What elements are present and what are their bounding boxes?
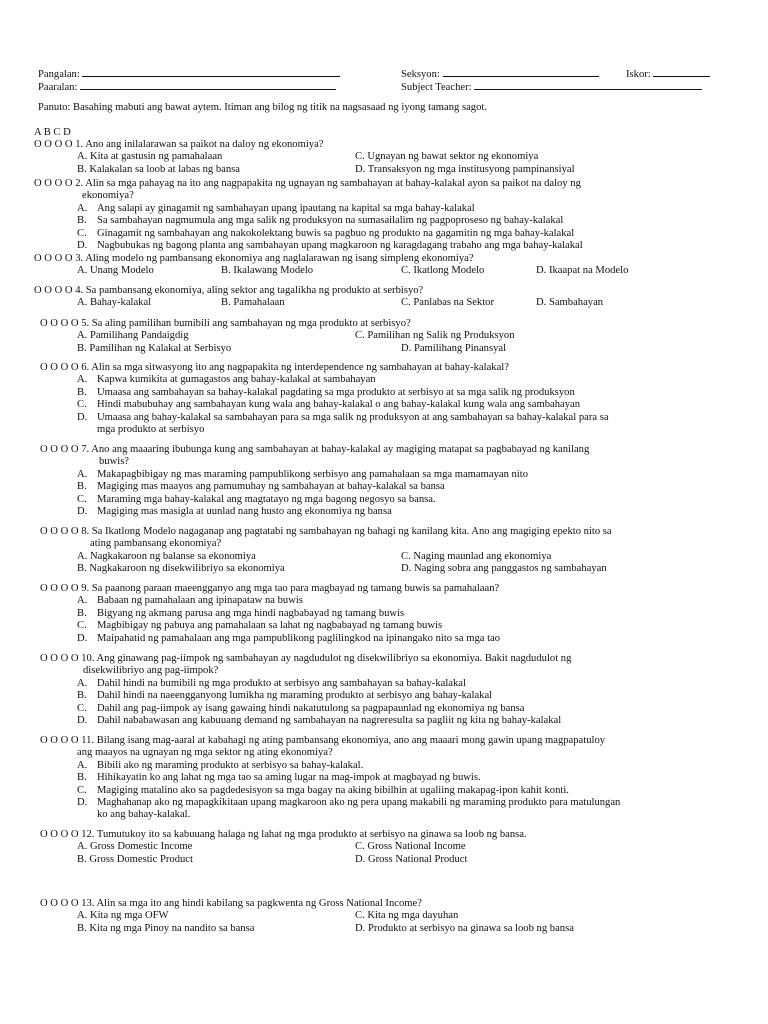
option-c[interactable] [40, 785, 740, 797]
option-letter: C. [77, 702, 87, 714]
question-5 [40, 318, 740, 355]
question-stem: O O O O 12. Tumutukoy ito sa kabuuang halaga ng lahat ng mga produkto at serbisyo na ginawa sa loob ng bansa. [40, 829, 527, 840]
option-text: Makapagbibigay ng mas maraming pampublikong serbisyo ang pamahalaan sa mga mamamayan nito [97, 468, 528, 480]
option-text: Bigyang ng akmang parusa ang mga hindi nagbabayad ng tamang buwis [97, 607, 405, 619]
question-stem: O O O O 8. Sa Ikatlong Modelo nagaganap ang pagtatabi ng sambahayan ng bahagi ng kanilang kita. Ano ang magiging epekto nito sa [40, 526, 612, 537]
question-1 [34, 139, 734, 176]
option-a[interactable]: A. Kita at gastusin ng pamahalaan [77, 151, 223, 163]
option-letter: D. [77, 240, 88, 252]
option-d[interactable] [40, 797, 740, 822]
paaralan-field[interactable] [38, 78, 336, 94]
option-d[interactable] [40, 506, 740, 518]
teacher-field[interactable] [401, 78, 702, 94]
question-stem: O O O O 11. Bilang isang mag-aaral at kabahagi ng ating pambansang ekonomiya, ano ang maaari mong gawin upang magpapatuloy [40, 735, 606, 746]
question-stem: O O O O 10. Ang ginawang pag-iimpok ng sambahayan ay nagdudulot ng disekwilibriyo sa ekonomiya. Bakit nagdudulot ng [40, 653, 572, 664]
option-a[interactable] [34, 203, 734, 215]
option-text: Maipahatid ng pamahalaan ang mga pampublikong paglilingkod na ipinangako nito sa mga tao [97, 632, 501, 644]
option-row [40, 854, 740, 866]
option-b[interactable]: B. Gross Domestic Product [77, 853, 193, 865]
option-letter: C. [77, 784, 87, 796]
option-row [34, 151, 734, 163]
option-letter: D. [77, 411, 88, 423]
question-stem-continued: ating pambansang ekonomiya? [90, 538, 222, 550]
option-text: Dahil ang pag-iimpok ay isang gawaing hindi nakatutulong sa pagpapaunlad ng ekonomiya ng bansa [97, 702, 525, 714]
option-row [34, 297, 734, 309]
option-b[interactable] [34, 215, 734, 227]
option-text: Umaasa ang bahay-kalakal sa sambahayan para sa mga salik ng produksyon at ang sambahayan sa bahay-kalakal para sa [97, 411, 609, 423]
option-text: Magiging mas maayos ang pamumuhay ng sambahayan at bahay-kalakal sa bansa [97, 481, 445, 493]
option-d[interactable] [34, 240, 734, 252]
option-a[interactable] [40, 374, 740, 386]
question-stem: O O O O 13. Alin sa mga ito ang hindi kabilang sa pagkwenta ng Gross National Income? [40, 898, 422, 909]
option-a[interactable] [40, 595, 740, 607]
question-stem: O O O O 3. Aling modelo ng pambansang ekonomiya ang naglalarawan ng isang simpleng ekonomiya? [34, 253, 474, 264]
option-b[interactable] [40, 387, 740, 399]
option-letter: A. [77, 374, 88, 386]
option-text: Maghahanap ako ng mapagkikitaan upang magkaroon ako ng pera upang makabili ng maraming produkto para matulungan [97, 797, 621, 809]
option-text: Ang salapi ay ginagamit ng sambahayan upang ipautang na kapital sa mga bahay-kalakal [97, 202, 475, 214]
question-stem: O O O O 6. Alin sa mga sitwasyong ito ang nagpapakita ng interdependence ng sambahayan at bahay-kalakal? [40, 362, 509, 373]
option-letter: C. [77, 227, 87, 239]
question-3 [34, 253, 734, 278]
option-b[interactable]: B. Nagkakaroon ng disekwilibriyo sa ekonomiya [77, 563, 285, 575]
option-letter: B. [77, 481, 87, 493]
option-b[interactable] [40, 690, 740, 702]
option-row [40, 923, 740, 935]
option-d[interactable]: D. Sambahayan [536, 297, 604, 309]
question-stem: O O O O 9. Sa paanong paraan maeengganyo ang mga tao para magbayad ng tamang buwis sa pamahalaan? [40, 583, 500, 594]
option-b[interactable]: B. Kalakalan sa loob at labas ng bansa [77, 163, 240, 175]
paaralan-label: Paaralan: [38, 82, 78, 93]
option-a[interactable]: A. Unang Modelo [77, 265, 154, 277]
option-c[interactable]: C. Pamilihan ng Salik ng Produksyon [355, 330, 515, 342]
option-c[interactable]: C. Gross National Income [355, 841, 466, 853]
option-c[interactable] [40, 703, 740, 715]
option-row [34, 265, 734, 277]
option-a[interactable]: A. Bahay-kalakal [77, 297, 152, 309]
pangalan-blank[interactable] [82, 65, 340, 77]
option-d[interactable]: D. Ikaapat na Modelo [536, 265, 629, 277]
option-b[interactable]: B. Ikalawang Modelo [221, 265, 314, 277]
option-text: Magiging matalino ako sa pagdedesisyon sa mga bagay na aking bibilhin at ugaliing makapag-ipon kahit konti. [97, 784, 569, 796]
answer-letters-header: A B C D [34, 127, 71, 138]
question-stem-continued: buwis? [99, 456, 130, 468]
option-letter: C. [77, 620, 87, 632]
seksyon-blank[interactable] [443, 65, 599, 77]
option-a[interactable] [40, 678, 740, 690]
option-letter: C. [77, 493, 87, 505]
iskor-label: Iskor: [626, 69, 651, 80]
option-b[interactable] [40, 481, 740, 493]
option-b[interactable]: B. Kita ng mga Pinoy na nandito sa bansa [77, 922, 255, 934]
question-13 [40, 898, 740, 935]
option-letter: D. [77, 797, 88, 809]
option-row [40, 910, 740, 922]
option-text: Ginagamit ng sambahayan ang nakokolektang buwis sa pagbuo ng produkto na gagamitin ng mga bahay-kalakal [97, 227, 575, 239]
question-9 [40, 583, 740, 645]
option-c[interactable]: C. Kita ng mga dayuhan [355, 910, 459, 922]
option-letter: A. [77, 677, 88, 689]
option-text: Dahil nababawasan ang kabuuang demand ng sambahayan na nagreresulta sa pagliit ng kita ng bahay-kalakal [97, 715, 562, 727]
option-letter: B. [77, 690, 87, 702]
option-letter: B. [77, 772, 87, 784]
option-text: Umaasa ang sambahayan sa bahay-kalakal pagdating sa mga produkto at serbisyo at sa mga salik ng produksyon [97, 386, 575, 398]
option-row [40, 330, 740, 342]
option-text: Magiging mas masigla at uunlad nang husto ang ekonomiya ng bansa [97, 506, 392, 518]
option-c[interactable]: C. Ugnayan ng bawat sektor ng ekonomiya [355, 151, 539, 163]
option-d[interactable]: D. Produkto at serbisyo na ginawa sa loob ng bansa [355, 922, 574, 934]
option-c[interactable] [40, 494, 740, 506]
seksyon-label: Seksyon: [401, 69, 440, 80]
option-text: Kapwa kumikita at gumagastos ang bahay-kalakal at sambahayan [97, 374, 376, 386]
teacher-blank[interactable] [474, 78, 702, 90]
option-a[interactable] [40, 469, 740, 481]
question-stem: O O O O 5. Sa aling pamilihan bumibili ang sambahayan ng mga produkto at serbisyo? [40, 318, 411, 329]
option-letter: C. [77, 399, 87, 411]
option-text: Hindi mabubuhay ang sambahayan kung wala ang bahay-kalakal o ang bahay-kalakal kung wala ang sambahayan [97, 399, 581, 411]
option-letter: D. [77, 715, 88, 727]
question-6 [40, 362, 740, 436]
option-d[interactable] [40, 715, 740, 727]
option-text: Dahil hindi na bumibili ng mga produkto at serbisyo ang sambahayan sa bahay-kalakal [97, 677, 466, 689]
option-text: Sa sambahayan nagmumula ang mga salik ng produksyon na sumasailalim ng pagpoproseso ng bahay-kalakal [97, 215, 564, 227]
option-row [40, 551, 740, 563]
option-c[interactable]: C. Panlabas na Sektor [401, 297, 494, 309]
question-stem-continued: ekonomiya? [82, 190, 134, 202]
option-text: Bibili ako ng maraming produkto at serbisyo sa bahay-kalakal. [97, 759, 364, 771]
option-row [40, 841, 740, 853]
option-text: Maraming mga bahay-kalakal ang magtatayo ng mga bagong negosyo sa bansa. [97, 493, 436, 505]
teacher-label: Subject Teacher: [401, 82, 472, 93]
option-text: Hihikayatin ko ang lahat ng mga tao sa aming lugar na mag-impok at magbayad ng buwis. [97, 772, 481, 784]
question-4 [34, 285, 734, 310]
option-row [34, 164, 734, 176]
option-row [40, 563, 740, 575]
option-letter: A. [77, 202, 88, 214]
option-a[interactable]: A. Pamilihang Pandaigdig [77, 330, 189, 342]
option-text-continued: ko ang bahay-kalakal. [97, 809, 191, 821]
question-stem: O O O O 2. Alin sa mga pahayag na ito ang nagpapakita ng ugnayan ng sambahayan at bahay-kalakal ayon sa paikot na daloy ng [34, 178, 581, 189]
option-d[interactable]: D. Transaksyon ng mga institusyong pampinansiyal [355, 163, 575, 175]
question-11 [40, 735, 740, 822]
option-text: Nagbubukas ng bagong planta ang sambahayan upang magkaroon ng karagdagang trabaho ang mga bahay-kalakal [97, 240, 583, 252]
question-10 [40, 653, 740, 727]
option-d[interactable]: D. Pamilihang Pinansyal [401, 342, 507, 354]
option-d[interactable] [40, 633, 740, 645]
option-letter: D. [77, 506, 88, 518]
option-c[interactable] [34, 228, 734, 240]
question-2 [34, 178, 734, 252]
option-d[interactable]: D. Naging sobra ang panggastos ng sambahayan [401, 563, 607, 575]
option-letter: B. [77, 607, 87, 619]
question-8 [40, 526, 740, 576]
instructions: Panuto: Basahing mabuti ang bawat aytem. Itiman ang bilog ng titik na nagsasaad ng iyong tamang sagot. [38, 102, 487, 113]
question-12 [40, 829, 740, 866]
option-c[interactable] [40, 399, 740, 411]
question-stem-continued: disekwilibriyo ang pag-iimpok? [83, 665, 219, 677]
option-b[interactable] [40, 772, 740, 784]
option-letter: A. [77, 468, 88, 480]
option-letter: B. [77, 386, 87, 398]
paaralan-blank[interactable] [80, 78, 336, 90]
option-text: Babaan ng pamahalaan ang ipinapataw na buwis [97, 595, 303, 607]
option-b[interactable]: B. Pamahalaan [221, 297, 285, 309]
option-c[interactable]: C. Ikatlong Modelo [401, 265, 485, 277]
option-c[interactable] [40, 620, 740, 632]
option-a[interactable]: A. Nagkakaroon ng balanse sa ekonomiya [77, 550, 256, 562]
option-text-continued: mga produkto at serbisyo [97, 424, 205, 436]
question-stem: O O O O 7. Ano ang maaaring ibubunga kung ang sambahayan at bahay-kalakal ay magiging matapat sa pagbabayad ng kanilang [40, 444, 590, 455]
option-b[interactable] [40, 608, 740, 620]
option-b[interactable]: B. Pamilihan ng Kalakal at Serbisyo [77, 342, 232, 354]
option-row [40, 343, 740, 355]
question-stem: O O O O 4. Sa pambansang ekonomiya, aling sektor ang tagalikha ng produkto at serbisyo? [34, 285, 424, 296]
option-text: Dahil hindi na naeengganyong lumikha ng maraming produkto at serbisyo ang bahay-kalakal [97, 690, 493, 702]
option-text: Magbibigay ng pabuya ang pamahalaan sa lahat ng nagbabayad ng tamang buwis [97, 620, 443, 632]
pangalan-label: Pangalan: [38, 69, 80, 80]
iskor-blank[interactable] [653, 65, 710, 77]
option-letter: A. [77, 759, 88, 771]
option-a[interactable]: A. Kita ng mga OFW [77, 910, 169, 922]
option-a[interactable]: A. Gross Domestic Income [77, 841, 193, 853]
question-stem: O O O O 1. Ano ang inilalarawan sa paikot na daloy ng ekonomiya? [34, 139, 324, 150]
question-7 [40, 444, 740, 518]
option-letter: B. [77, 215, 87, 227]
option-c[interactable]: C. Naging maunlad ang ekonomiya [401, 550, 552, 562]
option-d[interactable]: D. Gross National Product [355, 853, 468, 865]
option-a[interactable] [40, 760, 740, 772]
option-d[interactable] [40, 412, 740, 437]
question-stem-continued: ang maayos na ugnayan ng mga sektor ng ating ekonomiya? [77, 747, 333, 759]
option-letter: D. [77, 632, 88, 644]
option-letter: A. [77, 595, 88, 607]
